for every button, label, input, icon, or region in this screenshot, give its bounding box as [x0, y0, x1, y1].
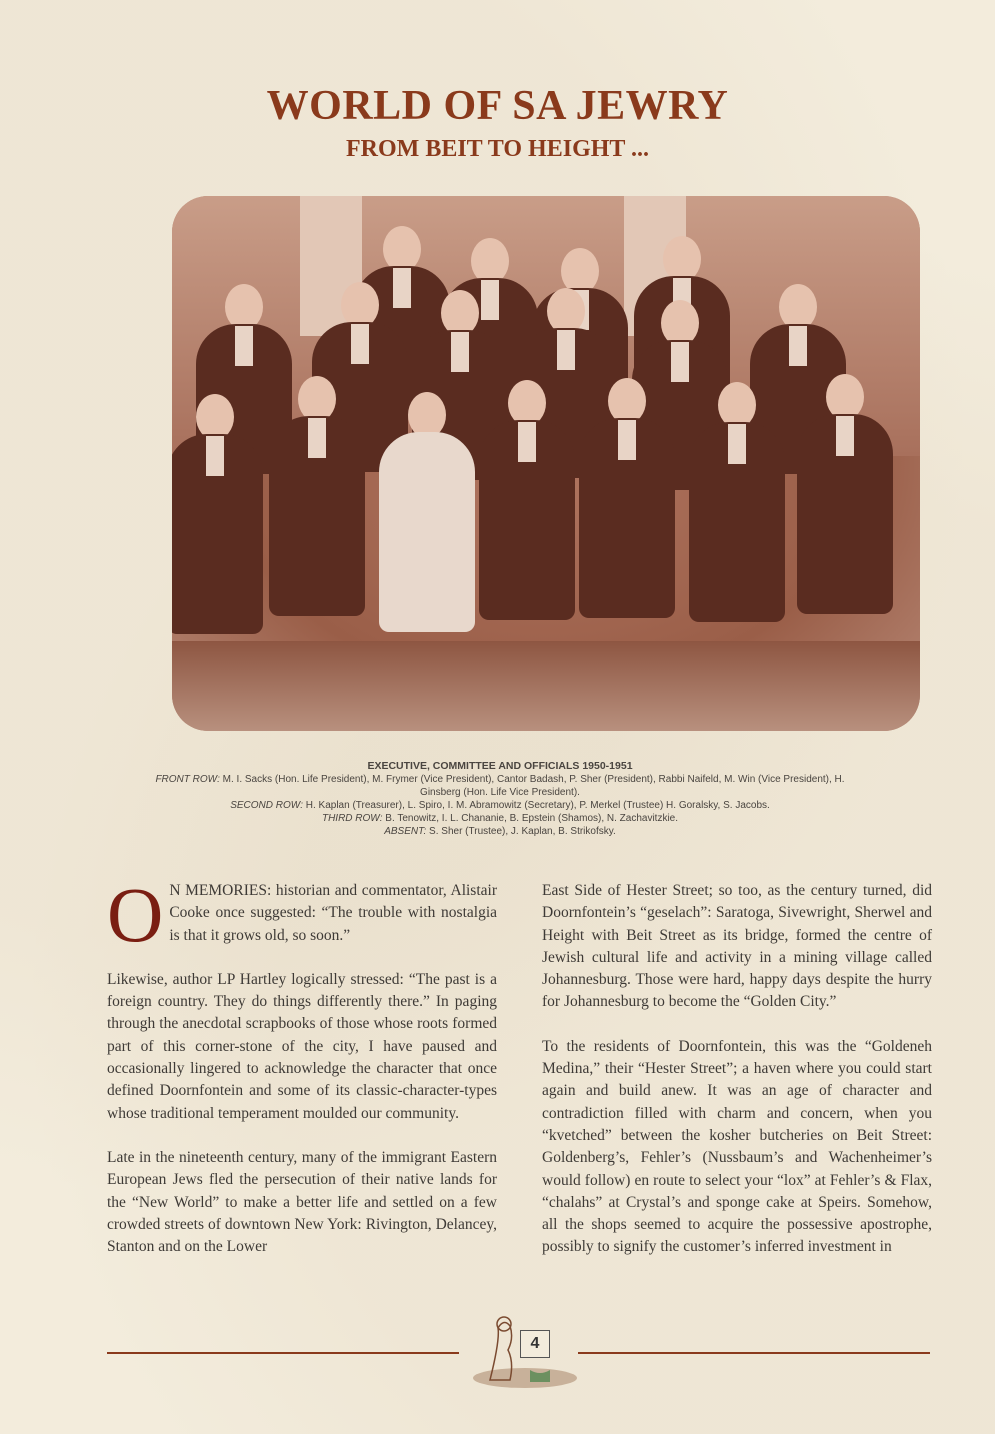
caption-second-row — [150, 799, 850, 812]
caption-third-text: B. Tenowitz, I. L. Chananie, B. Epstein (Shamos), N. Zachavitzkie. — [385, 813, 679, 824]
article-paragraph-3: Late in the nineteenth century, many of the immigrant Eastern European Jews fled the persecution of their native lands for the “New World” to make a better life and settled on a few crowded streets of downtown New York: Rivington, Delancey, Stanton and on the Lower — [107, 1148, 497, 1256]
article-column-left — [107, 871, 497, 1280]
caption-front-label: FRONT ROW: — [155, 774, 220, 785]
footer-rule-right — [578, 1352, 930, 1354]
caption-third-row — [150, 812, 850, 825]
caption-absent-row — [150, 825, 850, 838]
article-paragraph-2: Likewise, author LP Hartley logically stressed: “The past is a foreign country. They do things differently there.” In paging through the anecdotal scrapbooks of those whose roots formed part of this corner-stone of the city, I have paused and occasionally lingered to acknowledge the character that once defined Doornfontein and some of its classic-character-types whose traditional temperament moulded our community. — [107, 970, 497, 1122]
page-title: WORLD OF SA JEWRY — [266, 83, 729, 129]
caption-third-label: THIRD ROW: — [321, 813, 383, 824]
caption-second-text: H. Kaplan (Treasurer), L. Spiro, I. M. Abramowitz (Secretary), P. Merkel (Trustee) H. Goralsky, S. Jacobs. — [305, 800, 770, 811]
caption-second-label: SECOND ROW: — [230, 800, 303, 811]
article-paragraph-1 — [107, 871, 497, 958]
caption-title: EXECUTIVE, COMMITTEE AND OFFICIALS 1950-1951 — [367, 760, 633, 772]
article-paragraph-5: To the residents of Doornfontein, this was the “Goldeneh Medina,” their “Hester Street”; a haven where you could start again and build anew. It was an age of character and contradiction filled with charm and concern, when you “kvetched” between the kosher butcheries on Beit Street: Goldenberg’s, Fehler’s (Nussbaum’s and Wachenheimer’s would follow) en route to select your “lox” at Fehler’s & Flax, “chalahs” at Crystal’s and sponge cake at Speirs. Somehow, all the shops seemed to acquire the possessive apostrophe, possibly to signify the customer’s inferred investment in — [542, 1037, 932, 1256]
photo-caption — [150, 760, 850, 838]
footer-rule-left — [107, 1352, 459, 1354]
caption-front-row — [150, 773, 850, 799]
group-photograph — [172, 196, 920, 731]
caption-absent-label: ABSENT: — [384, 826, 427, 837]
caption-absent-text: S. Sher (Trustee), J. Kaplan, B. Strikofsky. — [429, 826, 616, 837]
article-paragraph-1-text: N MEMORIES: historian and commentator, Alistair Cooke once suggested: “The trouble with nostalgia is that it grows old, so soon.” — [169, 882, 497, 944]
article-paragraph-4: East Side of Hester Street; so too, as the century turned, did Doornfontein’s “geselach”: Saratoga, Sivewright, Sherwel and Height with Beit Street as its bridge, formed the centre of Jewish cultural life and activity in a mining village called Johannesburg. Those were hard, happy days despite the hurry for Johannesburg to become the “Golden City.” — [542, 882, 932, 1011]
page-subtitle: FROM BEIT TO HEIGHT ... — [346, 136, 649, 162]
page-number: 4 — [520, 1330, 550, 1358]
drop-cap: O — [107, 871, 164, 958]
article-column-right — [542, 880, 932, 1281]
caption-front-text: M. I. Sacks (Hon. Life President), M. Frymer (Vice President), Cantor Badash, P. Sher (President), Rabbi Naifeld, M. Win (Vice President), H. Ginsberg (Hon. Life Vice President). — [222, 774, 845, 798]
